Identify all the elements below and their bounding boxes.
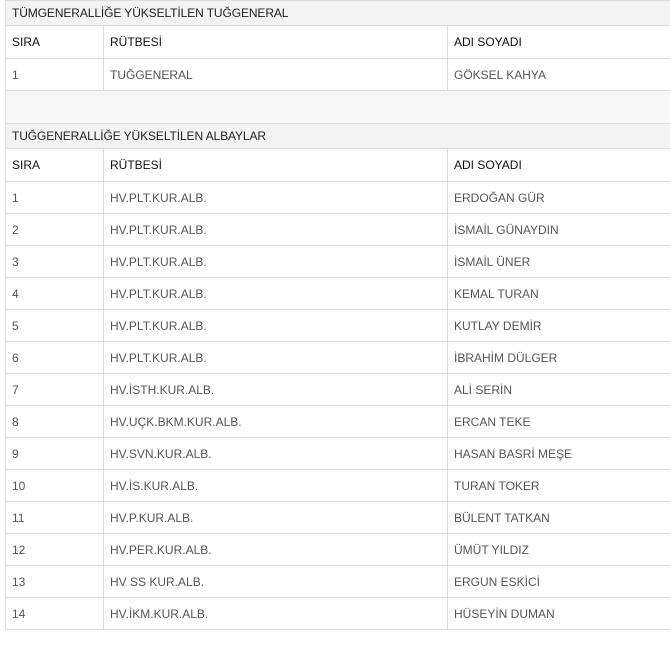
table-row: [6, 182, 670, 214]
cell-sira: 14: [6, 598, 104, 630]
header-rutbesi: RÜTBESİ: [104, 149, 448, 182]
cell-rutbe: HV.PLT.KUR.ALB.: [104, 278, 448, 310]
table-row: [6, 534, 670, 566]
section2-header-row: [6, 149, 670, 182]
cell-sira: 9: [6, 438, 104, 470]
table-row: [6, 59, 670, 91]
cell-adi-soyadi: İBRAHİM DÜLGER: [448, 342, 670, 374]
section1-header-row: [6, 26, 670, 59]
table-row: [6, 406, 670, 438]
cell-rutbe: HV.P.KUR.ALB.: [104, 502, 448, 534]
header-rutbesi: RÜTBESİ: [104, 26, 448, 59]
table-row: [6, 374, 670, 406]
section1-title-row: [6, 1, 670, 26]
spacer-cell: [6, 91, 670, 124]
cell-sira: 4: [6, 278, 104, 310]
cell-adi-soyadi: ERCAN TEKE: [448, 406, 670, 438]
section1-title: TÜMGENERALLİĞE YÜKSELTİLEN TUĞGENERAL: [6, 1, 670, 26]
cell-adi-soyadi: ALİ SERİN: [448, 374, 670, 406]
cell-sira: 12: [6, 534, 104, 566]
cell-rutbe: HV.UÇK.BKM.KUR.ALB.: [104, 406, 448, 438]
cell-sira: 1: [6, 59, 104, 91]
cell-adi-soyadi: KEMAL TURAN: [448, 278, 670, 310]
header-adi-soyadi: ADI SOYADI: [448, 26, 670, 59]
header-adi-soyadi: ADI SOYADI: [448, 149, 670, 182]
table-row: [6, 502, 670, 534]
table-row: [6, 342, 670, 374]
cell-sira: 1: [6, 182, 104, 214]
promotion-table-body: [6, 1, 670, 630]
cell-sira: 7: [6, 374, 104, 406]
cell-adi-soyadi: BÜLENT TATKAN: [448, 502, 670, 534]
table-row: [6, 598, 670, 630]
cell-sira: 11: [6, 502, 104, 534]
cell-rutbe: HV.PLT.KUR.ALB.: [104, 214, 448, 246]
table-row: [6, 470, 670, 502]
table-row: [6, 310, 670, 342]
table-row: [6, 566, 670, 598]
cell-rutbe: HV.SVN.KUR.ALB.: [104, 438, 448, 470]
cell-sira: 8: [6, 406, 104, 438]
cell-adi-soyadi: GÖKSEL KAHYA: [448, 59, 670, 91]
cell-adi-soyadi: TURAN TOKER: [448, 470, 670, 502]
cell-rutbe: HV.PLT.KUR.ALB.: [104, 342, 448, 374]
promotion-lists: [5, 0, 670, 630]
cell-adi-soyadi: ERDOĞAN GÜR: [448, 182, 670, 214]
cell-adi-soyadi: İSMAİL ÜNER: [448, 246, 670, 278]
cell-adi-soyadi: İSMAİL GÜNAYDIN: [448, 214, 670, 246]
section2-title-row: [6, 124, 670, 149]
cell-rutbe: HV.İS.KUR.ALB.: [104, 470, 448, 502]
header-sira: SIRA: [6, 149, 104, 182]
cell-sira: 10: [6, 470, 104, 502]
cell-rutbe: HV SS KUR.ALB.: [104, 566, 448, 598]
cell-rutbe: TUĞGENERAL: [104, 59, 448, 91]
section-spacer: [6, 91, 670, 124]
cell-sira: 5: [6, 310, 104, 342]
cell-rutbe: HV.İKM.KUR.ALB.: [104, 598, 448, 630]
table-row: [6, 278, 670, 310]
cell-rutbe: HV.İSTH.KUR.ALB.: [104, 374, 448, 406]
cell-sira: 6: [6, 342, 104, 374]
promotion-table: [5, 0, 670, 630]
cell-adi-soyadi: KUTLAY DEMİR: [448, 310, 670, 342]
cell-adi-soyadi: HÜSEYİN DUMAN: [448, 598, 670, 630]
cell-rutbe: HV.PLT.KUR.ALB.: [104, 182, 448, 214]
cell-adi-soyadi: ÜMÜT YILDIZ: [448, 534, 670, 566]
header-sira: SIRA: [6, 26, 104, 59]
table-row: [6, 438, 670, 470]
cell-sira: 13: [6, 566, 104, 598]
cell-rutbe: HV.PLT.KUR.ALB.: [104, 310, 448, 342]
section2-title: TUĞGENERALLİĞE YÜKSELTİLEN ALBAYLAR: [6, 124, 670, 149]
table-row: [6, 214, 670, 246]
cell-sira: 3: [6, 246, 104, 278]
cell-rutbe: HV.PER.KUR.ALB.: [104, 534, 448, 566]
cell-rutbe: HV.PLT.KUR.ALB.: [104, 246, 448, 278]
table-row: [6, 246, 670, 278]
cell-sira: 2: [6, 214, 104, 246]
cell-adi-soyadi: HASAN BASRİ MEŞE: [448, 438, 670, 470]
cell-adi-soyadi: ERGUN ESKİCİ: [448, 566, 670, 598]
